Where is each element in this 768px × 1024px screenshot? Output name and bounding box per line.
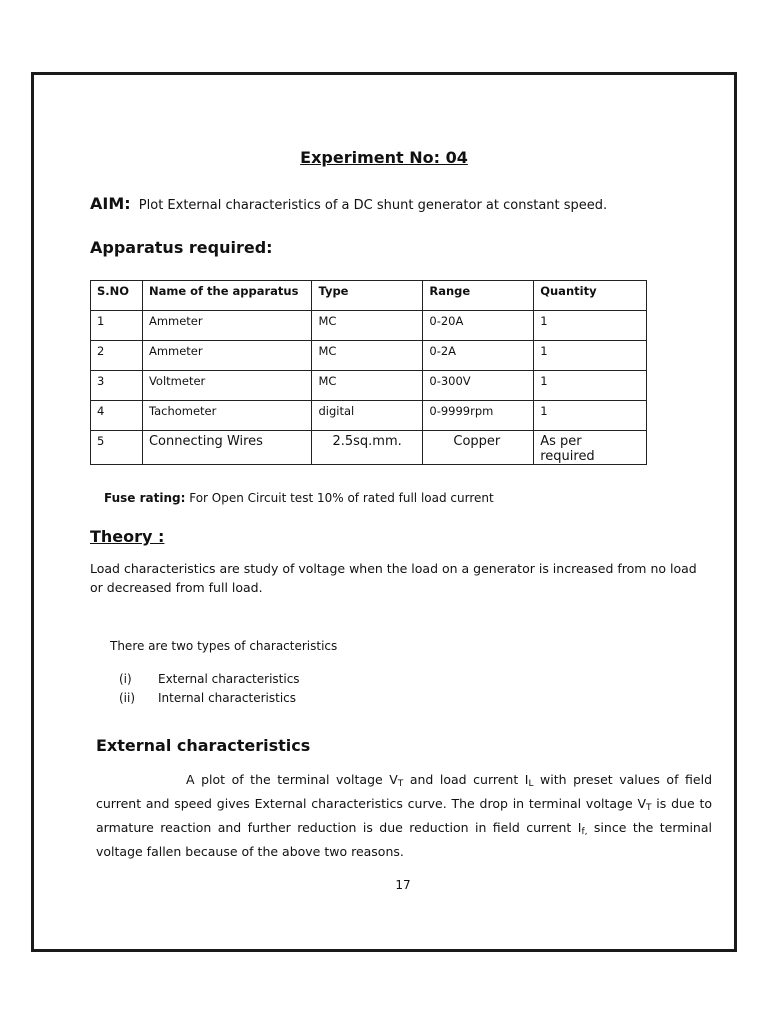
subscript: T [397, 779, 404, 789]
subscript: f, [581, 827, 588, 837]
table-cell: Ammeter [142, 341, 312, 371]
table-cell: 1 [534, 311, 647, 341]
fuse-text: For Open Circuit test 10% of rated full load current [189, 491, 494, 505]
table-cell: 0-20A [423, 311, 534, 341]
table-cell: 2 [91, 341, 143, 371]
types-intro: There are two types of characteristics [110, 639, 338, 653]
table-cell: 1 [534, 371, 647, 401]
table-cell: 1 [534, 341, 647, 371]
table-cell: 0-9999rpm [423, 401, 534, 431]
subscript: L [528, 779, 534, 789]
list-number: (ii) [119, 691, 136, 705]
fuse-rating [104, 491, 494, 505]
table-cell: As per required [534, 431, 647, 465]
table-row [91, 341, 647, 371]
aim-label: AIM: [90, 194, 131, 213]
table-cell: 1 [91, 311, 143, 341]
table-cell: Tachometer [142, 401, 312, 431]
text-run: since the terminal voltage fallen because of the above two reasons. [96, 820, 712, 859]
table-cell: 4 [91, 401, 143, 431]
aim-line [90, 194, 607, 213]
apparatus-heading: Apparatus required: [90, 238, 273, 257]
external-heading: External characteristics [96, 736, 311, 755]
table-cell: 0-300V [423, 371, 534, 401]
column-header: Name of the apparatus [142, 281, 312, 311]
table-cell: Copper [423, 431, 534, 465]
list-label: External characteristics [158, 672, 300, 686]
list-item [119, 670, 300, 689]
page-number: 17 [395, 878, 411, 892]
table-cell: MC [312, 341, 423, 371]
theory-heading: Theory : [90, 527, 165, 546]
table-cell: 0-2A [423, 341, 534, 371]
text-run: is due to armature reaction and further reduction is due reduction in field current I [96, 796, 712, 835]
page-title: Experiment No: 04 [300, 148, 468, 167]
table-cell: Ammeter [142, 311, 312, 341]
types-list [119, 670, 300, 708]
table-row [91, 311, 647, 341]
text-run: A plot of the terminal voltage V [186, 772, 398, 787]
table-cell: 2.5sq.mm. [312, 431, 423, 465]
table-cell: Connecting Wires [142, 431, 312, 465]
list-number: (i) [119, 672, 132, 686]
column-header: S.NO [91, 281, 143, 311]
column-header: Quantity [534, 281, 647, 311]
text-run: with preset values of field current and speed gives External characteristics curve. The drop in terminal voltage V [96, 772, 712, 811]
fuse-label: Fuse rating: [104, 491, 186, 505]
table-header-row [91, 281, 647, 311]
external-paragraph [96, 770, 712, 862]
table-row [91, 371, 647, 401]
apparatus-table [90, 280, 647, 465]
table-cell: MC [312, 371, 423, 401]
table-cell: digital [312, 401, 423, 431]
table-cell: 1 [534, 401, 647, 431]
table-row [91, 431, 647, 465]
text-run: and load current I [403, 772, 529, 787]
subscript: T [646, 803, 652, 813]
table-row [91, 401, 647, 431]
table-cell: MC [312, 311, 423, 341]
aim-text: Plot External characteristics of a DC shunt generator at constant speed. [138, 198, 608, 213]
list-item [119, 689, 300, 708]
theory-paragraph: Load characteristics are study of voltage when the load on a generator is increased from no load or decreased from full load. [90, 561, 697, 595]
column-header: Type [312, 281, 423, 311]
list-label: Internal characteristics [158, 691, 296, 705]
table-cell: Voltmeter [142, 371, 312, 401]
column-header: Range [423, 281, 534, 311]
table-cell: 3 [91, 371, 143, 401]
table-cell: 5 [91, 431, 143, 465]
